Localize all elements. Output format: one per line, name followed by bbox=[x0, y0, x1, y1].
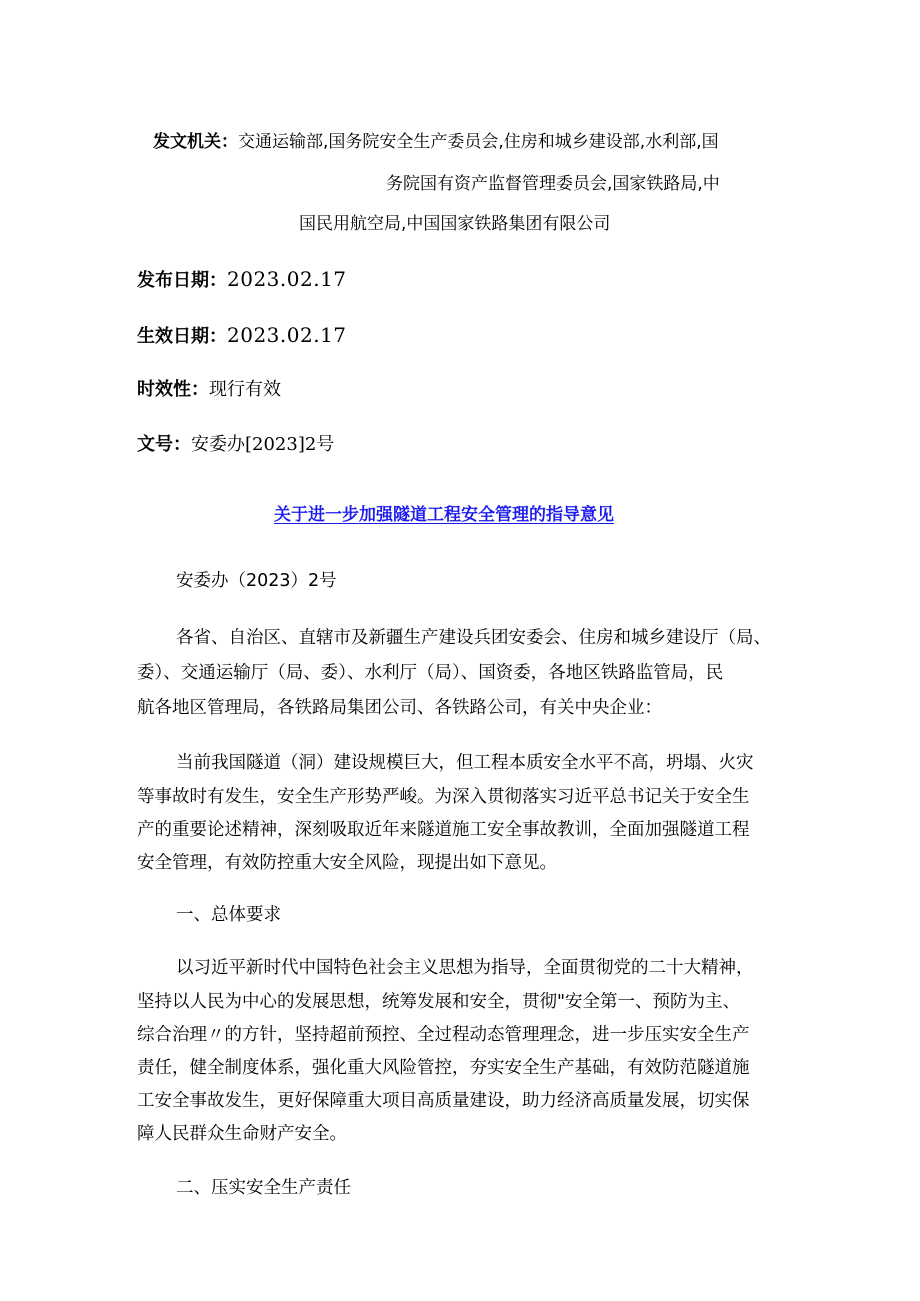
paragraph-line: 综合治理〃的方针，坚持超前预控、全过程动态管理理念，进一步压实安全生产 bbox=[137, 1025, 750, 1045]
validity-label: 时效性： bbox=[137, 379, 209, 400]
issuer-row bbox=[153, 130, 719, 154]
paragraph-line: 产的重要论述精神，深刻吸取近年来隧道施工安全事故教训，全面加强隧道工程 bbox=[137, 820, 750, 840]
paragraph-line: 航各地区管理局，各铁路局集团公司、各铁路公司，有关中央企业： bbox=[137, 698, 662, 718]
document-number-value: 安委办[2023]2号 bbox=[191, 434, 335, 455]
issuer-line-3: 国民用航空局,中国国家铁路集团有限公司 bbox=[299, 214, 611, 234]
paragraph-line: 坚持以人民为中心的发展思想，统筹发展和安全，贯彻"安全第一、预防为主、 bbox=[137, 992, 741, 1012]
document-title-link[interactable]: 关于进一步加强隧道工程安全管理的指导意见 bbox=[274, 505, 614, 525]
paragraph-line: 责任，健全制度体系，强化重大风险管控，夯实安全生产基础，有效防范隧道施 bbox=[137, 1058, 750, 1078]
issuer-line-2: 务院国有资产监督管理委员会,国家铁路局,中 bbox=[386, 174, 720, 194]
issuer-line-1: 交通运输部,国务院安全生产委员会,住房和城乡建设部,水利部,国 bbox=[238, 132, 719, 152]
section-1-heading: 一、总体要求 bbox=[176, 905, 281, 925]
paragraph-line: 委）、交通运输厅（局、委）、水利厅（局）、国资委，各地区铁路监管局，民 bbox=[137, 663, 724, 683]
document-number-label: 文号： bbox=[137, 434, 191, 455]
paragraph-line: 当前我国隧道（洞）建设规模巨大，但工程本质安全水平不高，坍塌、火灾 bbox=[176, 753, 754, 773]
effective-date-label: 生效日期： bbox=[137, 326, 227, 347]
paragraph-line: 障人民群众生命财产安全。 bbox=[137, 1124, 347, 1144]
paragraph-line: 工安全事故发生，更好保障重大项目高质量建设，助力经济高质量发展，切实保 bbox=[137, 1091, 750, 1111]
publish-date-value: 2023.02.17 bbox=[227, 267, 347, 291]
publish-date-label: 发布日期： bbox=[137, 270, 227, 291]
paragraph-line: 以习近平新时代中国特色社会主义思想为指导，全面贯彻党的二十大精神， bbox=[176, 958, 754, 978]
issuer-label: 发文机关： bbox=[153, 132, 238, 152]
document-number-row bbox=[137, 432, 334, 458]
section-2-heading: 二、压实安全生产责任 bbox=[176, 1178, 351, 1198]
validity-value: 现行有效 bbox=[209, 379, 281, 400]
effective-date-row bbox=[137, 322, 347, 350]
paragraph-line: 各省、自治区、直辖市及新疆生产建设兵团安委会、住房和城乡建设厅（局、 bbox=[176, 628, 771, 648]
paragraph-line: 等事故时有发生，安全生产形势严峻。为深入贯彻落实习近平总书记关于安全生 bbox=[137, 787, 750, 807]
effective-date-value: 2023.02.17 bbox=[227, 323, 347, 347]
publish-date-row bbox=[137, 266, 347, 294]
doc-number-line: 安委办（2023）2号 bbox=[176, 571, 337, 591]
paragraph-line: 安全管理，有效防控重大安全风险，现提出如下意见。 bbox=[137, 853, 557, 873]
validity-row bbox=[137, 377, 281, 403]
